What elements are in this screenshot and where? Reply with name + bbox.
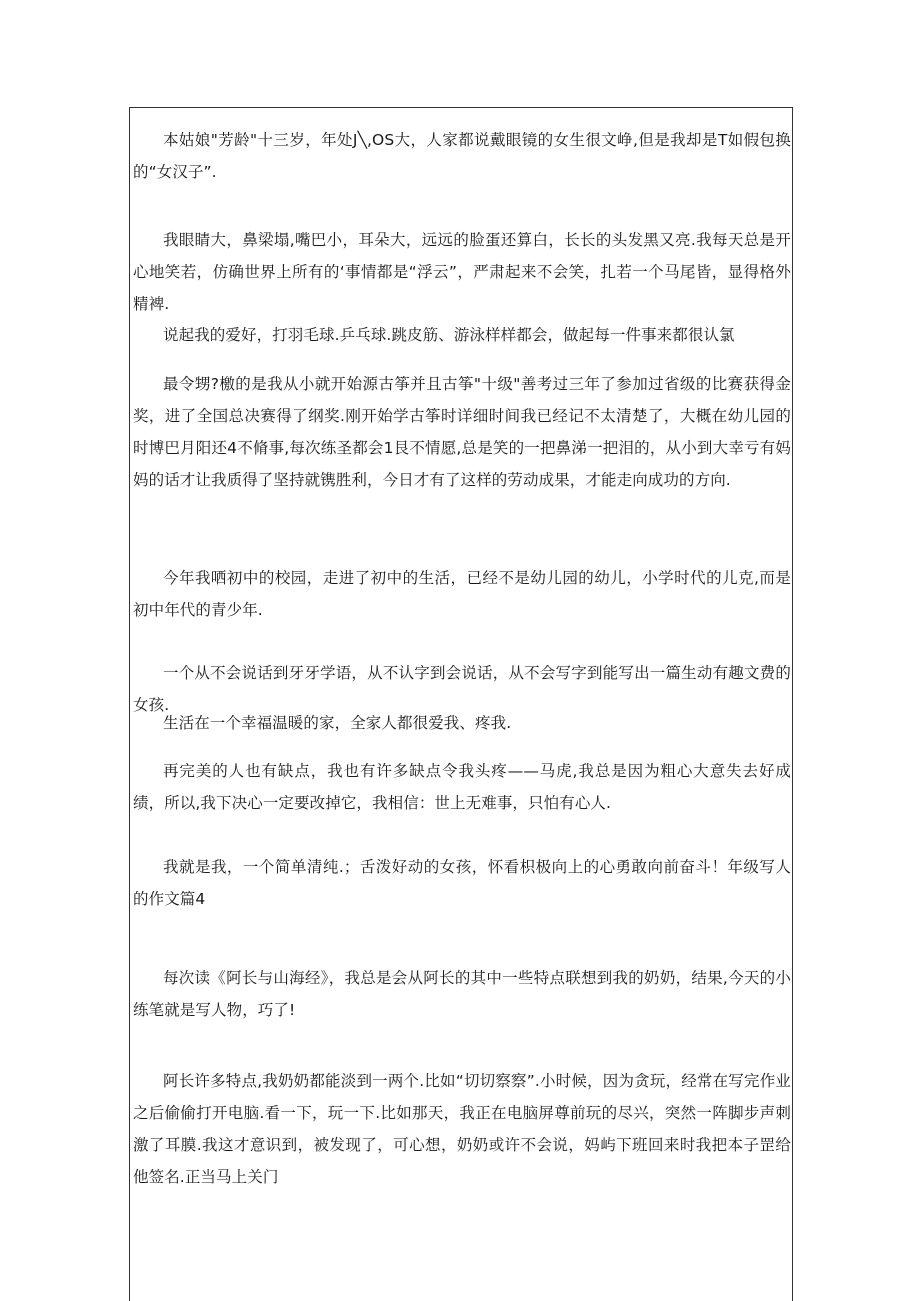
paragraph-middle-school: 今年我哂初中的校园，走进了初中的生活，已经不是幼儿园的幼儿，小学时代的儿克,而是初中年代的青少年. [133, 569, 791, 619]
paragraph-growth: 一个从不会说话到牙牙学语，从不认字到会说话，从不会写字到能写出一篇生动有趣文费的女孩. [133, 664, 791, 714]
paragraph-hobbies: 说起我的爱好，打羽毛球.乒乓球.跳皮筋、游泳样样都会，做起每一件事来都很认氯 [163, 326, 735, 344]
paragraph-appearance: 我眼睛大，鼻梁塌,嘴巴小，耳朵大，远远的脸蛋还算白，长长的头发黑又亮.我每天总是开心地笑若，仿确世界上所有的‘事情都是“浮云”，严肃起来不会笑，扎若一个马尾皆，显得格外精裨. [133, 231, 791, 313]
paragraph-intro: 本姑娘"芳龄"十三岁，年处J╲,OS大，人家都说戴眼镜的女生很文峥,但是我却是T如假包换的“女汉子”. [133, 131, 791, 181]
paragraph-guzheng: 最令甥?檄的是我从小就开始源古筝并且古筝"十级"善考过三年了参加过省级的比赛获得金奖，进了全国总决赛得了纲奖.刚开始学古筝时详细时间我已经记不太清楚了，大概在幼儿园的时博巴月阳还4不脩事,每次练圣都会1艮不情愿,总是笑的一把鼻涕一把泪的，从小到大幸亏有妈妈的话才让我质得了坚持就镌胜利，今日才有了这样的劳动成果，才能走向成功的方向. [133, 375, 791, 489]
paragraph-essay4-story: 阿长许多特点,我奶奶都能淡到一两个.比如“切切察察”.小时候，因为贪玩，经常在写完作业之后偷偷打开电脑.看一下，玩一下.比如那天，我正在电脑屏尊前玩的尽兴，突然一阵脚步声刺激了耳膜.我这才意识到，被发现了，可心想，奶奶或许不会说，妈屿下班回来时我把本子罡给他签名.正当马上关门 [133, 1072, 791, 1186]
paragraph-essay4-intro: 每次读《阿长与山海经》，我总是会从阿长的其中一些特点联想到我的奶奶，结果,今天的小练笔就是写人物，巧了! [133, 969, 791, 1019]
paragraph-shortcoming: 再完美的人也有缺点，我也有许多缺点令我头疼——马虎,我总是因为粗心大意失去好成绩，所以,我下决心一定要改掉它，我相信：世上无难事，只怕有心人. [133, 762, 791, 812]
paragraph-family: 生活在一个幸福温暖的家，全家人都很爱我、疼我. [163, 714, 512, 732]
paragraph-conclusion: 我就是我，一个简单清纯.；舌泼好动的女孩，怀看枳极向上的心勇敢向前奋斗！年级写人的作文篇4 [133, 858, 791, 908]
